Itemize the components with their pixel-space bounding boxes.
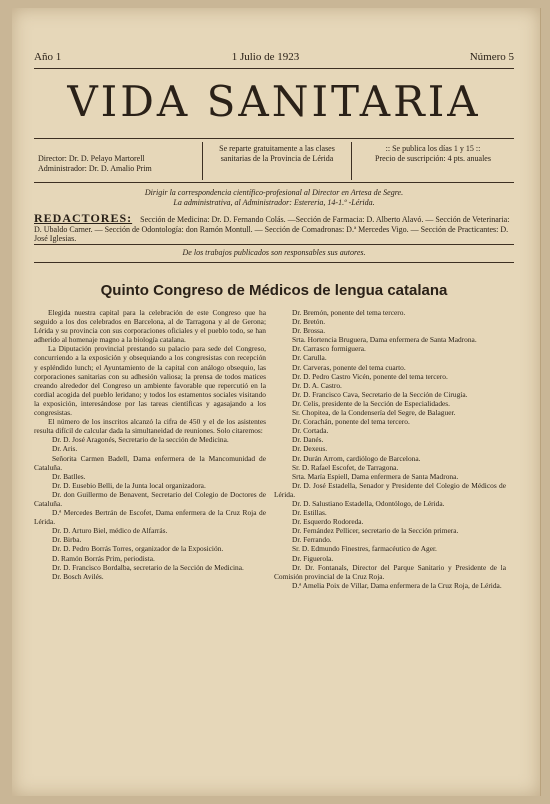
attendee-entry: Dr. Esquerdo Rodoreda. — [292, 517, 364, 527]
attendee-entry: Dr. D. Francisco Bordalba, secretario de la Sección de Medicina. — [52, 562, 244, 572]
attendee-entry: Dr. Bosch Avilés. — [52, 571, 104, 581]
article-column-left — [34, 308, 266, 581]
attendee-entry: Dr. Brossa. — [292, 326, 326, 336]
attendee-entry: Dr. Carrasco formiguera. — [292, 344, 366, 354]
correspondence-line-2: La administrativa, al Administrador: Estereria, 14-1.º -Lérida. — [173, 198, 375, 207]
attendee-entry: Dr. Corachán, ponente del tema tercero. — [292, 417, 410, 427]
editors-label: REDACTORES: — [34, 211, 133, 225]
paragraph: El número de los inscritos alcanzó la cifra de 450 y el de los asistentes resulta difícil de calcular dada la simultaneidad de reuniones. Solo citaremos: — [34, 417, 266, 436]
attendee-entry: Dr. Birba. — [52, 535, 82, 545]
attendee-entry: Dr. D. A. Castro. — [292, 380, 342, 390]
issue-year: Año 1 — [34, 51, 62, 63]
attendee-entry: D. Ramón Borrás Prim, periodista. — [52, 553, 155, 563]
attendee-entry: Dr. Carulla. — [292, 353, 327, 363]
attendee-entry: Dr. D. Pedro Borrás Torres, organizador de la Exposición. — [52, 544, 224, 554]
article-headline: Quinto Congreso de Médicos de lengua catalana — [100, 282, 448, 299]
director-line: Director: Dr. D. Pelayo Martorell — [38, 154, 145, 163]
attendee-entry: Dr. D. José Estadella, Senador y Presidente del Colegio de Médicos de Lérida. — [274, 480, 506, 499]
attendee-entry: Dr. Batlles. — [52, 471, 86, 481]
correspondence-line-1: Dirigir la correspondencia científico-profesional al Director en Artesa de Segre. — [144, 188, 404, 197]
rule-top — [34, 68, 514, 69]
rule-above-disclaimer — [34, 244, 514, 245]
attendee-entry: Sr. D. Edmundo Finestres, farmacéutico de Ager. — [292, 544, 437, 554]
issue-date: 1 Julio de 1923 — [231, 51, 300, 63]
newspaper-page — [12, 8, 541, 796]
correspondence-notice — [34, 188, 514, 208]
paragraph: La Diputación provincial prestando su palacio para sede del Congreso, concurriendo a la exposición y obsequiando a los congresistas con recepción y espléndido lunch; el Ayuntamiento de la capital con análogo obsequio, las corporaciones sanitarias con su adhesión valiosa; la prensa de todos matices creando alrededor del Congreso un ambiente favorable que repercutió en la cordial acogida del pueblo leridano; y todos los estamentos sociales visitando la exposición, interesándose por las tareas científicas y agasajando a los congresistas. — [34, 344, 266, 418]
attendee-entry: Dr. Dr. Fontanals, Director del Parque Sanitario y Presidente de la Comisión provincial de la Cruz Roja. — [274, 562, 506, 581]
rule-below-info — [34, 182, 514, 183]
attendee-entry: Dr. Durán Arrom, cardiólogo de Barcelona. — [292, 453, 421, 463]
info-row — [34, 142, 514, 180]
attendee-entry: Dr. Bretón. — [292, 317, 326, 327]
attendee-entry: Dr. Ferrando. — [292, 535, 332, 545]
staff-block — [34, 142, 202, 180]
attendee-entry: Dr. don Guillermo de Benavent, Secretario del Colegio de Doctores de Cataluña. — [34, 489, 266, 508]
attendee-entry: Dr. D. Eusebio Belli, de la Junta local organizadora. — [52, 480, 206, 490]
disclaimer: De los trabajos publicados son responsables sus autores. — [182, 248, 366, 257]
publication-line: :: Se publica los días 1 y 15 :: — [385, 144, 481, 153]
rule-below-title — [34, 138, 514, 139]
attendee-entry: Dr. Danés. — [292, 435, 324, 445]
distribution-block: Se reparte gratuitamente a las clases sanitarias de la Provincia de Lérida — [202, 142, 352, 180]
attendee-entry: Dr. D. Arturo Biel, médico de Alfarrás. — [52, 526, 168, 536]
subscription-line: Precio de suscripción: 4 pts. anuales — [375, 154, 491, 163]
attendee-entry: Dr. Dexeus. — [292, 444, 328, 454]
attendee-entry: Srta. María Espiell, Dama enfermera de Santa Madrona. — [292, 471, 459, 481]
masthead-top-line — [34, 50, 514, 64]
paragraph: Elegida nuestra capital para la celebración de este Congreso que ha seguido a los dos celebrados en Barcelona, al de Tarragona y al de Gerona; Lérida y su provincia con sus corporaciones oficiales y el pueblo todo, se han adherido al homenaje magno a la biología catalana. — [34, 308, 266, 345]
article-column-right — [274, 308, 506, 590]
attendee-entry: Dr. D. Francisco Cava, Secretario de la Sección de Cirugía. — [292, 389, 468, 399]
attendee-entry: D.ª Mercedes Bertrán de Escofet, Dama enfermera de la Cruz Roja de Lérida. — [34, 508, 266, 527]
attendee-entry: Dr. D. Pedro Castro Vicén, ponente del tema tercero. — [292, 371, 448, 381]
editors-text: Sección de Medicina: Dr. D. Fernando Colás. —Sección de Farmacia: D. Alberto Alavó. — Sección de Veterinaria: D. Ubaldo Carner. — Sección de Odontología: don Ramón Montull. — Sección de Comadronas: D.ª Mercedes Vigo. — Sección de Practicantes: D. José Iglesias. — [34, 215, 510, 243]
attendee-entry: D.ª Amelia Poix de Villar, Dama enfermera de la Cruz Roja, de Lérida. — [292, 580, 502, 590]
attendee-entry: Dr. Bremón, ponente del tema tercero. — [292, 308, 406, 317]
issue-number: Número 5 — [469, 51, 514, 63]
attendee-entry: Srta. Hortencia Bruguera, Dama enfermera de Santa Madrona. — [292, 335, 477, 345]
attendee-entry: Dr. Fernández Pellicer, secretario de la Sección primera. — [292, 526, 459, 536]
attendee-entry: Dr. Estillas. — [292, 508, 327, 518]
attendee-entry: Sr. Chopitea, de la Condensería del Segre, de Balaguer. — [292, 408, 456, 418]
rule-below-disclaimer — [34, 262, 514, 263]
attendee-entry: Señorita Carmen Badell, Dama enfermera de la Mancomunidad de Cataluña. — [34, 453, 266, 472]
attendee-entry: Dr. Carveras, ponente del tema cuarto. — [292, 362, 406, 372]
attendee-entry: Dr. D. Salustiano Estadella, Odontólogo, de Lérida. — [292, 498, 445, 508]
attendee-entry: Dr. Figuerola. — [292, 553, 334, 563]
attendee-entry: Dr. Cortada. — [292, 426, 329, 436]
attendee-entry: Dr. Celis, presidente de la Sección de Especialidades. — [292, 398, 451, 408]
newspaper-title: VIDA SANITARIA — [67, 77, 481, 126]
attendee-entry: Dr. Aris. — [52, 444, 78, 454]
editors-block — [34, 211, 514, 244]
publication-block — [352, 142, 514, 180]
attendee-entry: Sr. D. Rafael Escofet, de Tarragona. — [292, 462, 399, 472]
administrator-line: Administrador: Dr. D. Amalio Prim — [38, 164, 152, 173]
attendee-entry: Dr. D. José Aragonés, Secretario de la sección de Medicina. — [52, 435, 229, 445]
